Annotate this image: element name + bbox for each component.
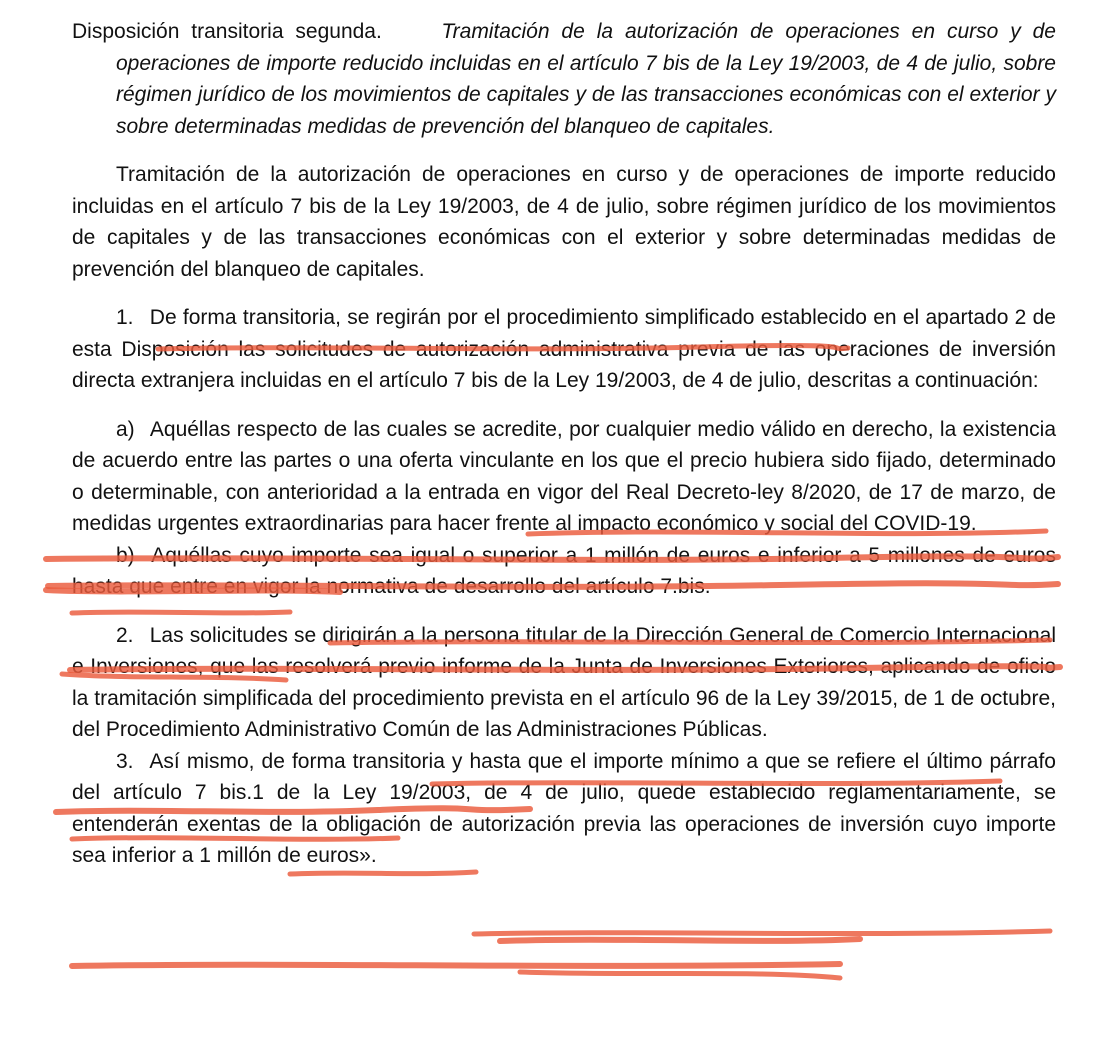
section-2-number: 2. — [116, 623, 134, 647]
item-a-paragraph — [72, 414, 1056, 540]
item-b-number: b) — [116, 543, 135, 567]
section-3-text: Así mismo, de forma transitoria y hasta que el importe mínimo a que se refiere el último párrafo del artículo 7 bis.1 de la Ley 19/2003, de 4 de julio, quede establecido reglamentariamente, se entenderán exentas de la obligación de autorización previa las operaciones de inversión cuyo importe sea inferior a 1 millón de euros». — [72, 749, 1056, 867]
section-1-paragraph — [72, 302, 1056, 397]
section-1-text: De forma transitoria, se regirán por el procedimiento simplificado establecido en el apartado 2 de esta Disposición las solicitudes de autorización administrativa previa de las operaciones de inversión directa extranjera incluidas en el artículo 7 bis de la Ley 19/2003, de 4 de julio, descritas a continuación: — [72, 306, 1056, 392]
highlight-stroke — [520, 972, 840, 978]
highlight-stroke — [72, 964, 840, 966]
item-a-text: Aquéllas respecto de las cuales se acredite, por cualquier medio válido en derecho, la existencia de acuerdo entre las partes o una oferta vinculante en los que el precio hubiera sido fijado, determinado o determinable, con anterioridad a la entrada en vigor del Real Decreto-ley 8/2020, de 17 de marzo, de medidas urgentes extraordinarias para hacer frente al impacto económico y social del COVID-19. — [72, 417, 1056, 535]
provision-heading — [72, 16, 1056, 142]
highlight-stroke — [474, 931, 1050, 934]
highlight-stroke — [290, 872, 476, 874]
item-b-text: Aquéllas cuyo importe sea igual o superior a 1 millón de euros e inferior a 5 millones de euros hasta que entre en vigor la normativa de desarrollo del artículo 7.bis. — [72, 543, 1056, 598]
section-2-text: Las solicitudes se dirigirán a la persona titular de la Dirección General de Comercio Internacional e Inversiones, que las resolverá previo informe de la Junta de Inversiones Exteriores, aplicando de oficio la tramitación simplificada del procedimiento prevista en el artículo 96 de la Ley 39/2015, de 1 de octubre, del Procedimiento Administrativo Común de las Administraciones Públicas. — [72, 623, 1056, 741]
highlight-stroke — [500, 939, 860, 941]
document-body — [72, 16, 1056, 872]
item-a-number: a) — [116, 417, 135, 441]
section-1-number: 1. — [116, 306, 134, 329]
provision-label: Disposición transitoria segunda. — [72, 20, 382, 43]
item-b-paragraph — [72, 540, 1056, 603]
section-3-paragraph — [72, 746, 1056, 872]
provision-title: Tramitación de la autorización de operaciones en curso y de operaciones de importe reducido incluidas en el artículo 7 bis de la Ley 19/2003, de 4 de julio, sobre régimen jurídico de los movimientos de capitales y de las transacciones económicas con el exterior y sobre determinadas medidas de prevención del blanqueo de capitales. — [116, 20, 1056, 138]
section-3-number: 3. — [116, 749, 134, 773]
intro-paragraph: Tramitación de la autorización de operaciones en curso y de operaciones de importe reducido incluidas en el artículo 7 bis de la Ley 19/2003, de 4 de julio, sobre régimen jurídico de los movimientos de capitales y de las transacciones económicas con el exterior y sobre determinadas medidas de prevención del blanqueo de capitales. — [72, 163, 1056, 281]
section-2-paragraph — [72, 620, 1056, 746]
